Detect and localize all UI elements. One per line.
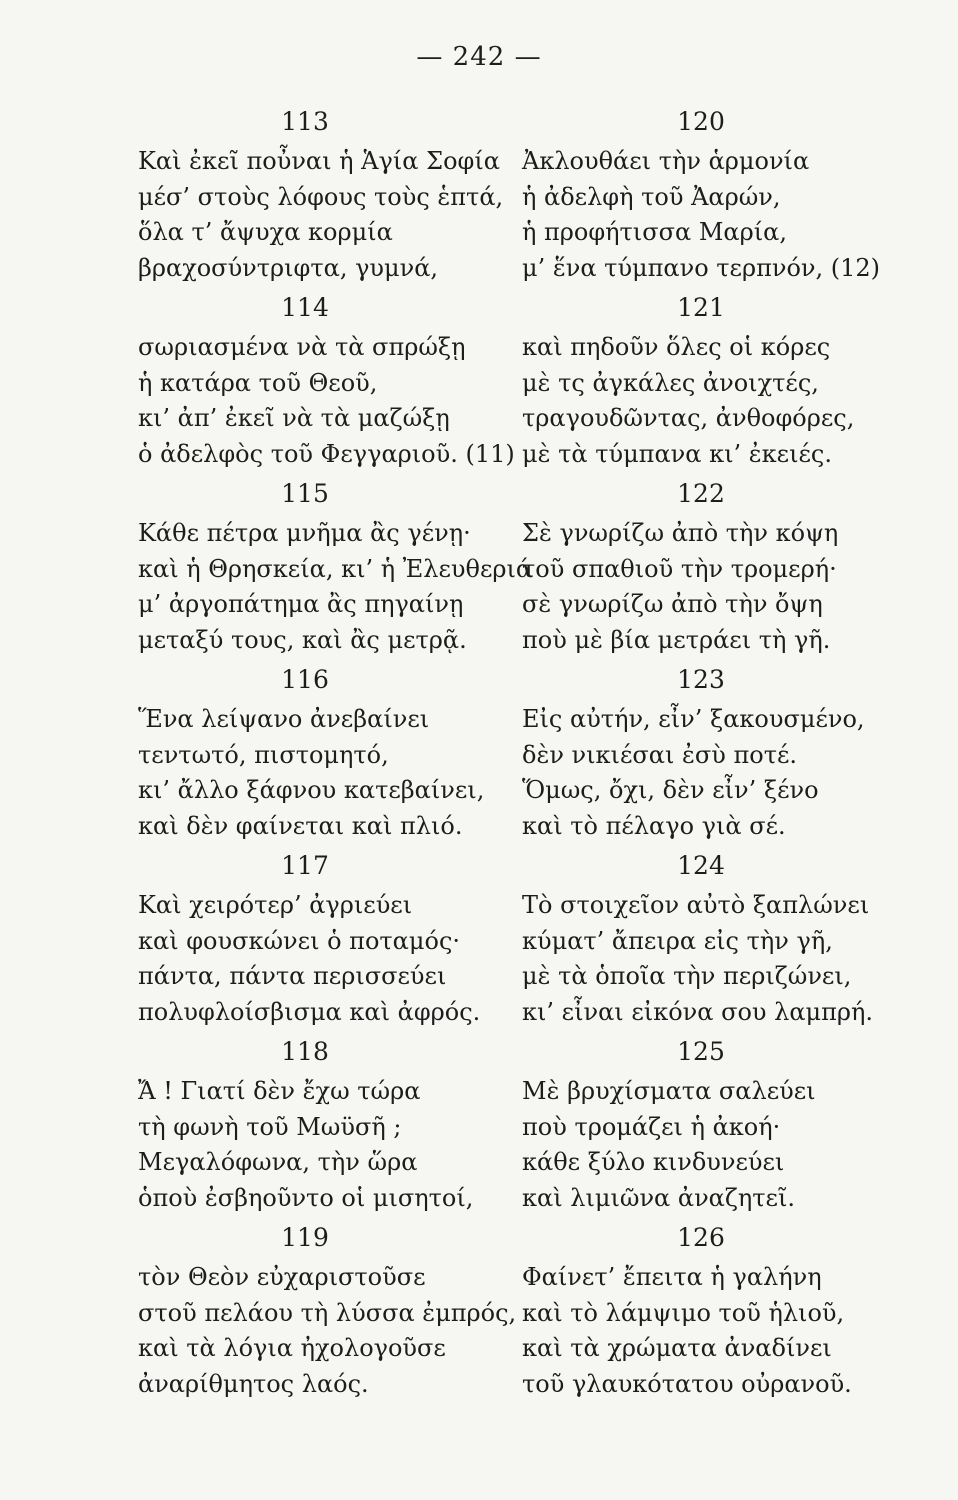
verse-line: καὶ τὸ λάμψιμο τοῦ ἡλιοῦ, xyxy=(522,1298,845,1327)
stanza xyxy=(522,658,922,844)
verse-line: πολυφλοίσβισμα καὶ ἀφρός. xyxy=(138,997,481,1026)
stanza-number: 113 xyxy=(281,107,329,136)
verse-line: Μὲ βρυχίσματα σαλεύει xyxy=(522,1077,816,1105)
verse-line: Κάθε πέτρα μνῆμα ἂς γένῃ· xyxy=(138,519,471,547)
verse-line: τοῦ γλαυκότατου οὐρανοῦ. xyxy=(522,1369,852,1398)
verse-line: μέσ’ στοὺς λόφους τοὺς ἑπτά, xyxy=(138,182,504,211)
verse-line: στοῦ πελάου τὴ λύσσα ἐμπρός, xyxy=(138,1298,517,1327)
verse-line: καὶ τὸ πέλαγο γιὰ σέ. xyxy=(522,811,786,840)
verse-line: τὴ φωνὴ τοῦ Μωϋσῆ ; xyxy=(138,1112,402,1141)
verse-line: ἡ ἀδελφὴ τοῦ Ἀαρών, xyxy=(522,182,781,211)
verse-line: τεντωτό, πιστομητό, xyxy=(138,740,389,769)
verse-line: Εἰς αὐτήν, εἶν’ ξακουσμένο, xyxy=(522,705,865,733)
verse-line: τραγουδῶντας, ἀνθοφόρες, xyxy=(522,404,855,432)
verse-line: Σὲ γνωρίζω ἀπὸ τὴν κόψη xyxy=(522,519,839,547)
stanza-number: 114 xyxy=(281,293,329,322)
stanza xyxy=(138,286,538,472)
verse-line: κύματ’ ἄπειρα εἰς τὴν γῆ, xyxy=(522,926,833,955)
verse-line: μὲ τὰ τύμπανα κι’ ἐκειές. xyxy=(522,439,832,468)
verse-line: Μεγαλόφωνα, τὴν ὥρα xyxy=(138,1148,418,1176)
verse-line: κάθε ξύλο κινδυνεύει xyxy=(522,1148,785,1176)
stanza-number: 124 xyxy=(677,851,725,880)
verse-line: μ’ ἀργοπάτημα ἂς πηγαίνῃ xyxy=(138,590,464,618)
verse-line: καὶ πηδοῦν ὅλες οἱ κόρες xyxy=(522,333,831,361)
stanza-number: 118 xyxy=(281,1037,329,1066)
verse-line: σὲ γνωρίζω ἀπὸ τὴν ὄψη xyxy=(522,590,823,618)
verse-line: καὶ δὲν φαίνεται καὶ πλιό. xyxy=(138,811,463,840)
verse-line: Τὸ στοιχεῖον αὐτὸ ξαπλώνει xyxy=(522,891,870,919)
stanza-number: 120 xyxy=(677,107,725,136)
stanza xyxy=(522,1030,922,1216)
stanza xyxy=(138,1030,538,1216)
verse-line: καὶ λιμιῶνα ἀναζητεῖ. xyxy=(522,1183,796,1212)
verse-line: κι’ ἀπ’ ἐκεῖ νὰ τὰ μαζώξῃ xyxy=(138,404,450,432)
verse-line: ποὺ μὲ βία μετράει τὴ γῆ. xyxy=(522,625,831,654)
verse-line: δὲν νικιέσαι ἐσὺ ποτέ. xyxy=(522,740,798,769)
verse-line: καὶ ἡ Θρησκεία, κι’ ἡ Ἐλευθεριά xyxy=(138,554,533,583)
verse-line: ποὺ τρομάζει ἡ ἀκοή· xyxy=(522,1112,781,1141)
verse-line: Ἕνα λείψανο ἀνεβαίνει xyxy=(138,705,430,733)
verse-line: ἡ κατάρα τοῦ Θεοῦ, xyxy=(138,368,378,397)
stanza-number: 115 xyxy=(281,479,329,508)
stanza xyxy=(138,100,538,286)
stanza-number: 122 xyxy=(677,479,725,508)
verse-line: καὶ τὰ λόγια ἠχολογοῦσε xyxy=(138,1334,446,1362)
verse-line: βραχοσύντριφτα, γυμνά, xyxy=(138,253,439,282)
stanza-number: 123 xyxy=(677,665,725,694)
stanza xyxy=(138,844,538,1030)
stanza xyxy=(522,1216,922,1402)
stanza-number: 125 xyxy=(677,1037,725,1066)
verse-line: κι’ ἄλλο ξάφνου κατεβαίνει, xyxy=(138,776,485,804)
verse-line: τὸν Θεὸν εὐχαριστοῦσε xyxy=(138,1263,426,1291)
stanza-number: 119 xyxy=(281,1223,329,1252)
left-column xyxy=(138,100,538,1402)
verse-line: μὲ τὰ ὁποῖα τὴν περιζώνει, xyxy=(522,962,852,990)
verse-line: καὶ φουσκώνει ὁ ποταμός· xyxy=(138,926,461,955)
verse-line: σωριασμένα νὰ τὰ σπρώξῃ xyxy=(138,333,466,361)
stanza-number: 121 xyxy=(677,293,725,322)
stanza xyxy=(522,844,922,1030)
stanza-number: 116 xyxy=(281,665,329,694)
verse-line: κι’ εἶναι εἰκόνα σου λαμπρή. xyxy=(522,997,874,1026)
stanza-number: 126 xyxy=(677,1223,725,1252)
stanza xyxy=(522,472,922,658)
verse-line: τοῦ σπαθιοῦ τὴν τρομερή· xyxy=(522,554,837,583)
stanza xyxy=(138,1216,538,1402)
verse-line: πάντα, πάντα περισσεύει xyxy=(138,962,447,990)
stanza xyxy=(522,286,922,472)
verse-line: μεταξύ τους, καὶ ἂς μετρᾷ. xyxy=(138,625,467,654)
verse-line: μὲ τς ἀγκάλες ἀνοιχτές, xyxy=(522,368,819,397)
stanza xyxy=(138,658,538,844)
verse-line: Φαίνετ’ ἔπειτα ἡ γαλήνη xyxy=(522,1263,822,1291)
verse-line: ὁποὺ ἐσβηοῦντο οἱ μισητοί, xyxy=(138,1183,474,1212)
verse-line: Ἄ ! Γιατί δὲν ἔχω τώρα xyxy=(138,1077,421,1105)
verse-line: Καὶ ἐκεῖ ποὖναι ἡ Ἁγία Σοφία xyxy=(138,147,500,175)
verse-line: καὶ τὰ χρώματα ἀναδίνει xyxy=(522,1334,832,1362)
stanza xyxy=(522,100,922,286)
verse-line: ἡ προφήτισσα Μαρία, xyxy=(522,218,787,246)
verse-line: Ἀκλουθάει τὴν ἁρμονία xyxy=(522,147,810,175)
right-column xyxy=(522,100,922,1402)
verse-line: ἀναρίθμητος λαός. xyxy=(138,1369,369,1398)
stanza xyxy=(138,472,538,658)
verse-line: ὁ ἀδελφὸς τοῦ Φεγγαριοῦ. (11) xyxy=(138,439,515,468)
verse-line: Καὶ χειρότερ’ ἀγριεύει xyxy=(138,891,413,919)
page-number: — 242 — xyxy=(416,42,542,72)
stanza-number: 117 xyxy=(281,851,329,880)
verse-line: μ’ ἕνα τύμπανο τερπνόν, (12) xyxy=(522,253,881,282)
verse-line: Ὅμως, ὄχι, δὲν εἶν’ ξένο xyxy=(522,776,819,804)
verse-line: ὅλα τ’ ἄψυχα κορμία xyxy=(138,218,393,246)
